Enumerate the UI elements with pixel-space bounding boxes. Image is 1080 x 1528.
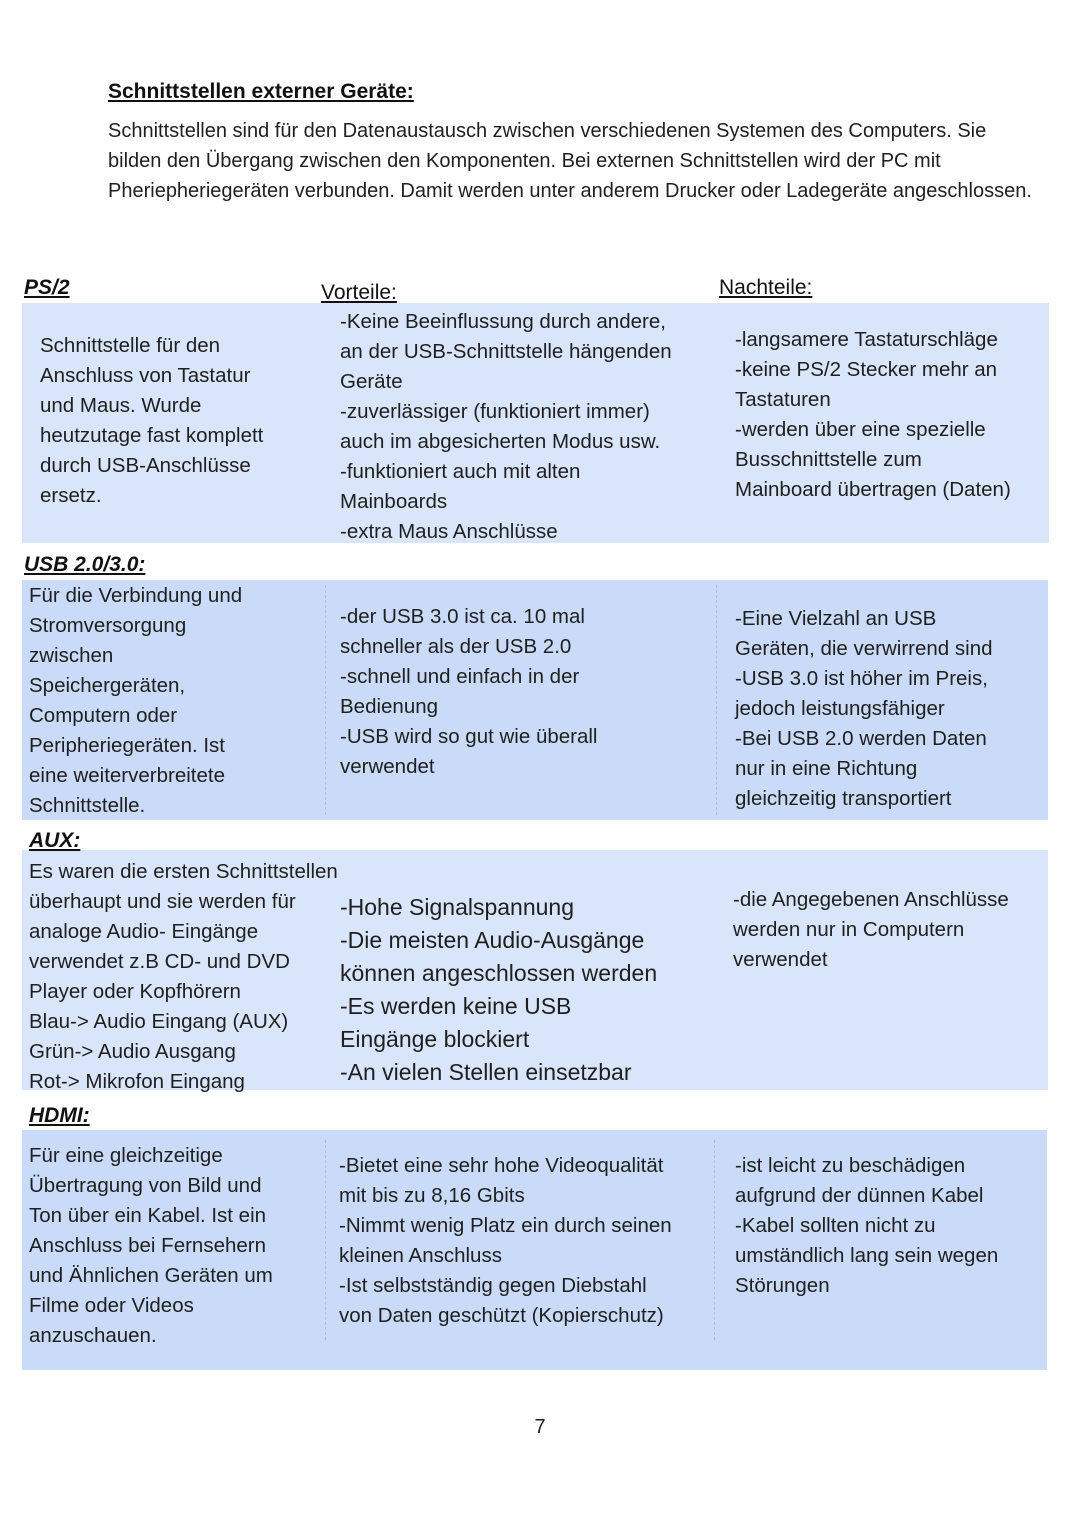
section-label-aux: AUX: bbox=[29, 829, 81, 852]
ps2-description: Schnittstelle für den Anschluss von Tastatur und Maus. Wurde heutzutage fast komplett durch USB-Anschlüsse ersetz. bbox=[40, 334, 264, 507]
section-label-usb: USB 2.0/3.0: bbox=[24, 553, 146, 576]
section-label-ps2: PS/2 bbox=[24, 276, 70, 299]
aux-cons: -die Angegebenen Anschlüsse werden nur in Computern verwendet bbox=[733, 888, 1009, 971]
column-separator bbox=[325, 1140, 326, 1340]
intro-section bbox=[108, 80, 1038, 206]
ps2-pros: -Keine Beeinflussung durch andere, an der USB-Schnittstelle hängenden Geräte -zuverlässiger (funktioniert immer) auch im abgesicherten Modus usw. -funktioniert auch mit alten Mainboards -extra Maus Anschlüsse bbox=[340, 310, 672, 543]
header-vorteile: Vorteile: bbox=[321, 281, 397, 304]
page-number: 7 bbox=[534, 1416, 546, 1438]
usb-pros: -der USB 3.0 ist ca. 10 mal schneller als der USB 2.0 -schnell und einfach in der Bedienung -USB wird so gut wie überall verwendet bbox=[340, 605, 598, 778]
hdmi-description: Für eine gleichzeitige Übertragung von Bild und Ton über ein Kabel. Ist ein Anschluss bei Fernsehern und Ähnlichen Geräten um Filme oder Videos anzuschauen. bbox=[29, 1144, 273, 1347]
section-label-hdmi: HDMI: bbox=[29, 1104, 90, 1127]
ps2-cons: -langsamere Tastaturschläge -keine PS/2 Stecker mehr an Tastaturen -werden über eine spezielle Busschnittstelle zum Mainboard übertragen (Daten) bbox=[735, 328, 1011, 501]
usb-description: Für die Verbindung und Stromversorgung zwischen Speichergeräten, Computern oder Peripheriegeräten. Ist eine weiterverbreitete Schnittstelle. bbox=[29, 584, 243, 817]
aux-description: Es waren die ersten Schnittstellen überhaupt und sie werden für analoge Audio- Eingänge verwendet z.B CD- und DVD Player oder Kopfhörern Blau-> Audio Eingang (AUX) Grün-> Audio Ausgang Rot-> Mikrofon Eingang bbox=[29, 860, 338, 1093]
intro-paragraph: Schnittstellen sind für den Datenaustausch zwischen verschiedenen Systemen des Computers. Sie bilden den Übergang zwischen den Komponenten. Bei externen Schnittstellen wird der PC mit Pheriepheriegeräten verbunden. Damit werden unter anderem Drucker oder Ladegeräte angeschlossen. bbox=[108, 120, 1032, 202]
page-title: Schnittstellen externer Geräte: bbox=[108, 80, 414, 103]
column-separator bbox=[325, 585, 326, 815]
usb-cons: -Eine Vielzahl an USB Geräten, die verwirrend sind -USB 3.0 ist höher im Preis, jedoch leistungsfähiger -Bei USB 2.0 werden Daten nur in eine Richtung gleichzeitig transportiert bbox=[735, 607, 993, 810]
hdmi-pros: -Bietet eine sehr hohe Videoqualität mit bis zu 8,16 Gbits -Nimmt wenig Platz ein durch seinen kleinen Anschluss -Ist selbstständig gegen Diebstahl von Daten geschützt (Kopierschutz) bbox=[339, 1154, 672, 1327]
aux-pros: -Hohe Signalspannung -Die meisten Audio-Ausgänge können angeschlossen werden -Es werden keine USB Eingänge blockiert -An vielen Stellen einsetzbar bbox=[340, 894, 658, 1085]
column-separator bbox=[716, 585, 717, 815]
hdmi-cons: -ist leicht zu beschädigen aufgrund der dünnen Kabel -Kabel sollten nicht zu umständlich lang sein wegen Störungen bbox=[735, 1154, 999, 1297]
header-nachteile: Nachteile: bbox=[719, 276, 813, 299]
column-separator bbox=[714, 1140, 715, 1340]
